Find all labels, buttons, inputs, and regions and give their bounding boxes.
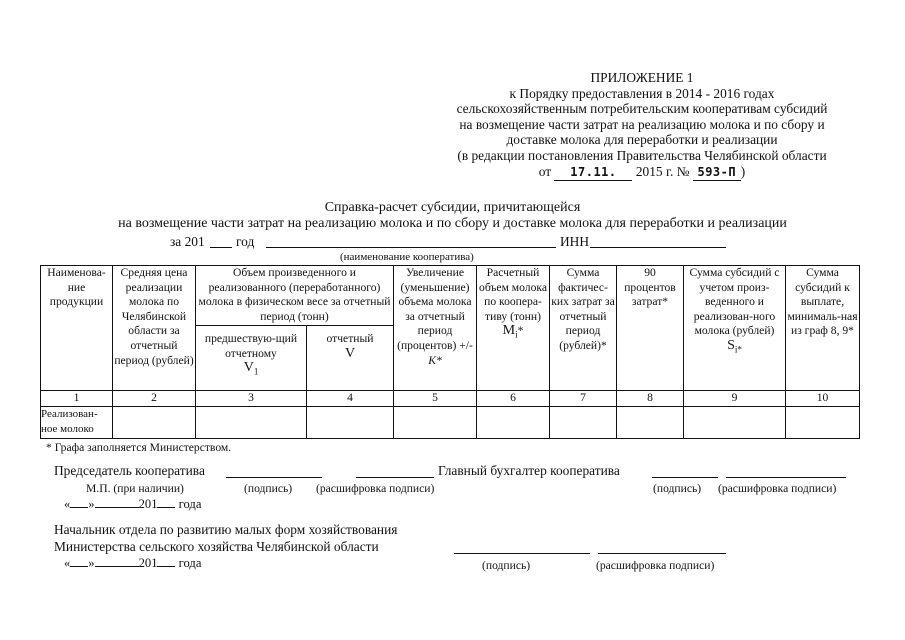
col-header-price: Средняя цена реализации молока по Челябинской области за отчетный период (рублей) — [113, 266, 196, 391]
appendix-line-3: на возмещение части затрат на реализацию молока и по сбору и — [459, 116, 825, 132]
cell-report-volume[interactable] — [307, 406, 394, 438]
row-label-milk: Реализован-ное молоко — [41, 406, 113, 438]
ministry-head-line-2: Министерства сельского хозяйства Челябинской области — [54, 539, 379, 554]
prev-period-text: предшествую-щий отчетному — [204, 332, 298, 360]
col-header-prev-period — [196, 326, 307, 391]
edition-number: 593-П — [693, 165, 741, 182]
chairman-label: Председатель кооператива — [54, 463, 205, 478]
edition-from: от — [538, 163, 552, 179]
cell-prev-volume[interactable] — [196, 406, 307, 438]
col-num-4: 4 — [307, 391, 394, 407]
col-num-8: 8 — [617, 391, 684, 407]
cell-price[interactable] — [113, 406, 196, 438]
inn-label: ИНН — [560, 234, 590, 249]
coop-name-caption: (наименование кооператива) — [340, 251, 474, 263]
accountant-decode-caption: (расшифровка подписи) — [718, 482, 837, 495]
subsidy-symbol: $S_{i*}$ — [727, 337, 742, 355]
calculation-table — [40, 265, 860, 439]
col-header-volume: Объем произведенного и реализованного (переработанного) молока в физическом весе за отчетный период (тонн) — [196, 266, 394, 326]
year-suffix: год — [236, 234, 255, 249]
accountant-sign-caption: (подпись) — [653, 482, 702, 495]
col-num-3: 3 — [196, 391, 307, 407]
chairman-decode-caption: (расшифровка подписи) — [316, 482, 435, 495]
appendix-block — [410, 70, 874, 181]
year-blank[interactable] — [210, 247, 232, 248]
col-header-calc-volume — [477, 266, 550, 391]
cell-payout[interactable] — [786, 406, 860, 438]
cell-90pct[interactable] — [617, 406, 684, 438]
chairman-sign-field[interactable] — [226, 477, 322, 478]
subsidy-text: Сумма субсидий с учетом произ-веденного и реализован-ного молока (рублей) — [689, 266, 780, 338]
col-num-7: 7 — [550, 391, 617, 407]
stamp-caption: М.П. (при наличии) — [86, 482, 184, 495]
year-prefix: за 201 — [170, 234, 205, 249]
calc-volume-text: Расчетный объем молока по коопера-тиву (тонн) — [479, 266, 547, 323]
col-num-9: 9 — [684, 391, 786, 407]
ministry-head-line-1: Начальник отдела по развитию малых форм хозяйствования — [54, 522, 398, 537]
cell-subsidy[interactable] — [684, 406, 786, 438]
change-text: Увеличение (уменьшение) объема молока за отчетный период (процентов) +/- — [397, 266, 473, 352]
chairman-sign-caption: (подпись) — [244, 482, 293, 495]
head-sign-caption: (подпись) — [482, 559, 531, 572]
col-header-change — [394, 266, 477, 391]
date-line-1: « » 201 года — [64, 497, 202, 511]
appendix-line-1: к Порядку предоставления в 2014 - 2016 годах — [509, 85, 775, 101]
accountant-sign-field[interactable] — [652, 477, 718, 478]
report-period-symbol: V — [344, 345, 356, 361]
appendix-line-4: доставке молока для переработки и реализации — [506, 132, 778, 148]
col-header-report-period — [307, 326, 394, 391]
coop-name-field[interactable] — [266, 247, 556, 248]
report-period-text: отчетный — [326, 332, 374, 345]
col-header-product: Наименова-ние продукции — [41, 266, 113, 391]
head-decode-field[interactable] — [598, 553, 726, 554]
cell-costs[interactable] — [550, 406, 617, 438]
appendix-line-5: (в редакции постановления Правительства Челябинской области — [457, 147, 827, 163]
col-header-payout: Сумма субсидий к выплате, минималь-ная из граф 8, 9* — [786, 266, 860, 391]
edition-date: 17.11. — [554, 165, 632, 182]
col-num-1: 1 — [41, 391, 113, 407]
head-sign-field[interactable] — [454, 553, 590, 554]
appendix-title: ПРИЛОЖЕНИЕ 1 — [590, 70, 694, 85]
prev-period-symbol: $V_1$ — [243, 360, 259, 377]
cell-change[interactable] — [394, 406, 477, 438]
edition-line — [410, 164, 874, 182]
calc-volume-symbol: $M_i*$ — [502, 323, 524, 340]
edition-year: 2015 г. № — [635, 163, 690, 179]
col-num-5: 5 — [394, 391, 477, 407]
inn-field[interactable] — [590, 247, 726, 248]
head-decode-caption: (расшифровка подписи) — [596, 559, 715, 572]
col-header-subsidy — [684, 266, 786, 391]
change-symbol: K* — [428, 353, 442, 367]
form-title: Справка-расчет субсидии, причитающейся — [324, 200, 581, 215]
col-header-costs: Сумма фактичес-ких затрат за отчетный период (рублей)* — [550, 266, 617, 391]
accountant-decode-field[interactable] — [726, 477, 846, 478]
chairman-decode-field[interactable] — [356, 477, 434, 478]
accountant-label: Главный бухгалтер кооператива — [438, 463, 620, 478]
date-line-2: « » 201 года — [64, 556, 202, 570]
form-subtitle: на возмещение части затрат на реализацию молока и по сбору и доставке молока для переработки и реализации — [118, 216, 787, 231]
col-num-10: 10 — [786, 391, 860, 407]
col-num-6: 6 — [477, 391, 550, 407]
appendix-line-2: сельскохозяйственным потребительским кооперативам субсидий — [456, 101, 828, 117]
col-header-90pct: 90 процентов затрат* — [617, 266, 684, 391]
footnote: * Графа заполняется Министерством. — [46, 441, 232, 454]
edition-close: ) — [740, 163, 746, 179]
cell-calc-volume[interactable] — [477, 406, 550, 438]
col-num-2: 2 — [113, 391, 196, 407]
